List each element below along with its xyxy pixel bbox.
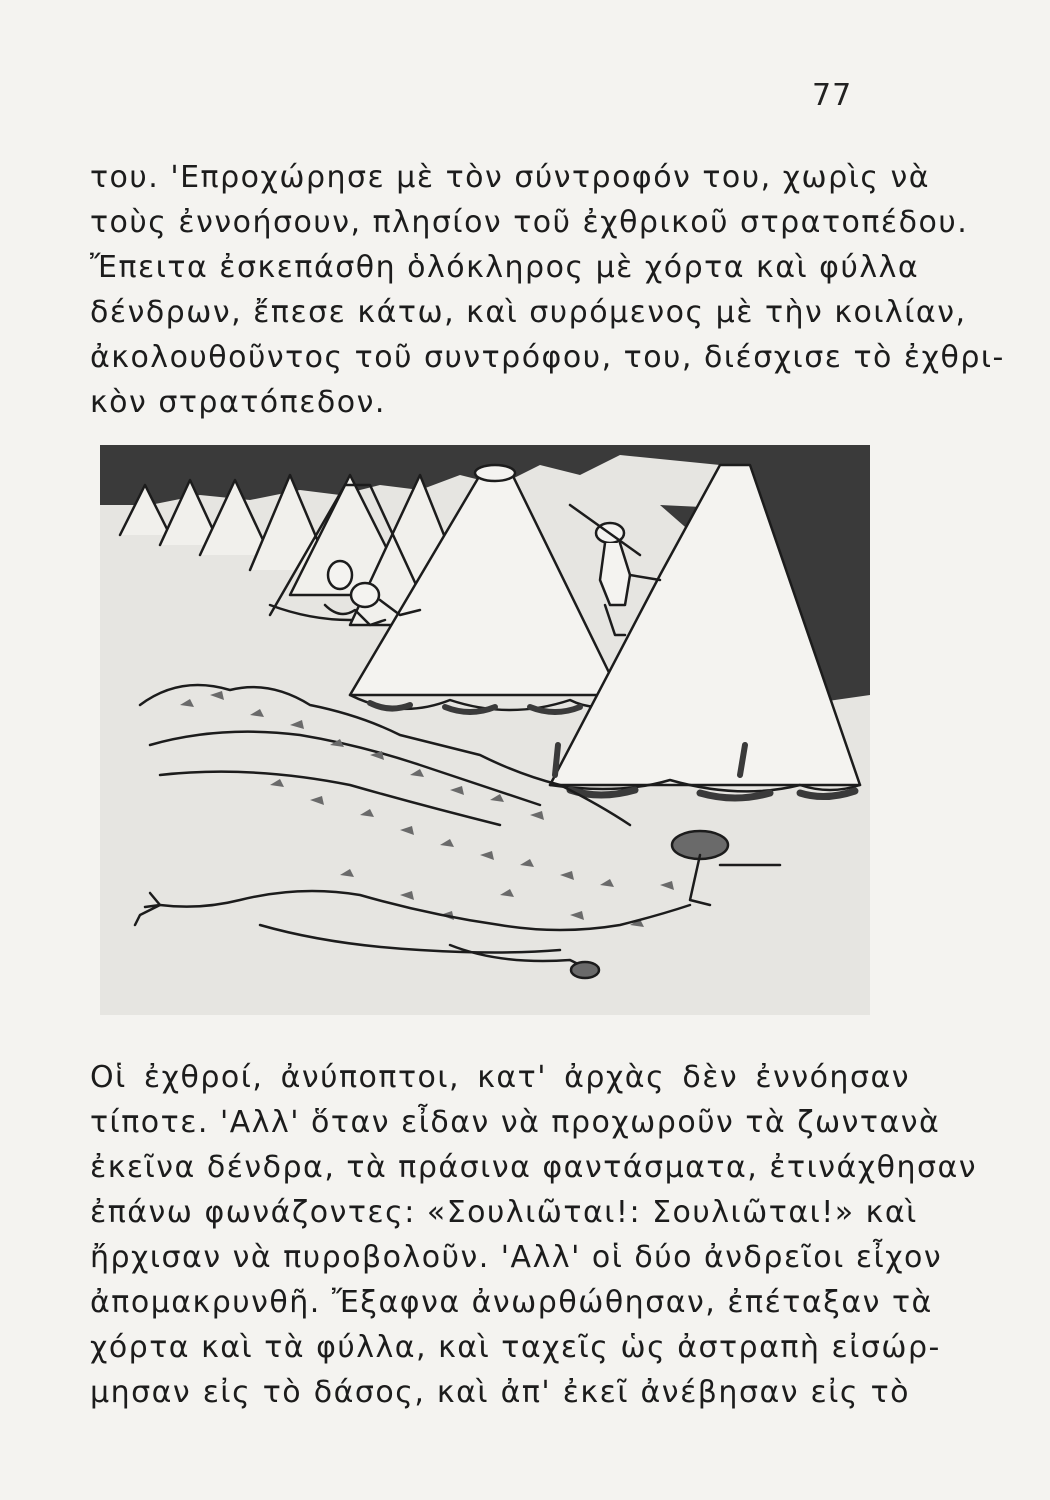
text-line: δένδρων, ἔπεσε κάτω, καὶ συρόμενος μὲ τὴν κοιλίαν, [90,295,967,330]
illustration-drawing [100,445,870,1015]
text-line: ἤρχισαν νὰ πυροβολοῦν. 'Αλλ' οἱ δύο ἀνδρεῖοι εἶχον [90,1240,943,1275]
paragraph-2 [90,1055,978,1415]
text-line: τίποτε. 'Αλλ' ὅταν εἶδαν νὰ προχωροῦν τὰ ζωντανὰ [90,1105,941,1140]
text-line: τοὺς ἐννοήσουν, πλησίον τοῦ ἐχθρικοῦ στρατοπέδου. [90,205,969,240]
text-line: Οἱ ἐχθροί, ἀνύποπτοι, κατ' ἀρχὰς δὲν ἐννόησαν [90,1060,910,1095]
text-line: Ἔπειτα ἐσκεπάσθη ὁλόκληρος μὲ χόρτα καὶ φύλλα [90,250,920,285]
paragraph-1 [90,155,1005,425]
text-line: του. 'Επροχώρησε μὲ τὸν σύντροφόν του, χωρὶς νὰ [90,160,931,195]
text-line: ἀκολουθοῦντος τοῦ συντρόφου, του, διέσχισε τὸ ἐχθρι- [90,340,1005,375]
text-line: ἀπομακρυνθῆ. Ἔξαφνα ἀνωρθώθησαν, ἐπέταξαν τὰ [90,1285,933,1320]
text-line: ἐκεῖνα δένδρα, τὰ πράσινα φαντάσματα, ἐτινάχθησαν [90,1150,978,1185]
text-line: ἐπάνω φωνάζοντες: «Σουλιῶται!: Σουλιῶται!» καὶ [90,1195,918,1230]
text-line: χόρτα καὶ τὰ φύλλα, καὶ ταχεῖς ὡς ἀστραπὴ εἰσώρ- [90,1330,941,1365]
illustration-camp-scene [100,445,870,1015]
text-line: κὸν στρατόπεδον. [90,385,386,420]
page-number: 77 [812,78,853,113]
text-line: μησαν εἰς τὸ δάσος, καὶ ἀπ' ἐκεῖ ἀνέβησαν εἰς τὸ [90,1375,910,1410]
